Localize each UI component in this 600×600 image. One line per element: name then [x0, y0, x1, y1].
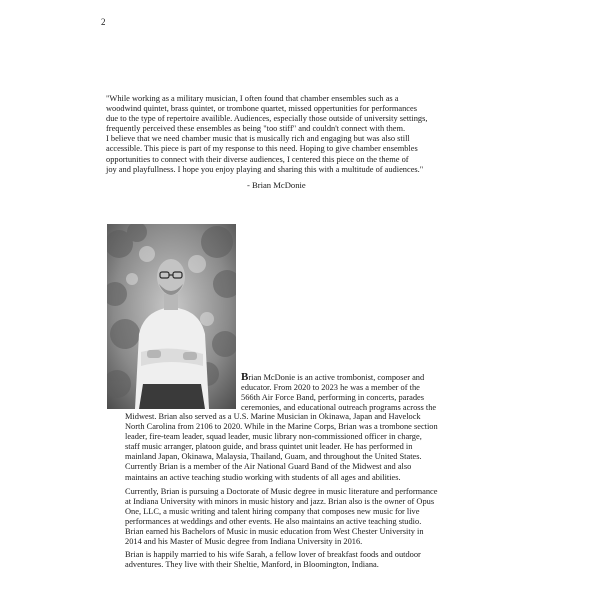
dropcap-letter: B: [241, 371, 249, 383]
composer-quote: "While working as a military musician, I often found that chamber ensembles such as a woodwind quintet, brass quintet, or trombone quartet, missed oppertunities for performances due to the type of repertoire availible. Audiences, especially those outside of university settings, frequently perceived these ensembles as being "too stiff" and couldn't connect with them. I believe that we need chamber music that is musically rich and engaging but was also still accessible. This piece is part of my response to this need. Hoping to give chamber ensembles opportunities to connect with their diverse audiences, I centered this piece on the theme of joy and playfullness. I hope you enjoy playing and sharing this with a multitude of audiences.": [106, 94, 428, 174]
quote-attribution: - Brian McDonie: [247, 180, 306, 190]
bio-paragraph-1: Midwest. Brian also served as a U.S. Marine Musician in Okinawa, Japan and Havelock North Carolina from 2106 to 2020. While in the Marine Corps, Brian was a trombone section leader, fire-team leader, squad leader, music library non-commissioned officer in charge, staff music arranger, platoon guide, and brass quintet unit leader. He has performed in mainland Japan, Okinawa, Malaysia, Thailand, Guam, and throughout the United States. Currently Brian is a member of the Air National Guard Band of the Midwest and also maintains an active teaching studio working with students of all ages and abilities.: [125, 412, 438, 482]
bio-intro: [241, 372, 471, 413]
bio-intro-text: rian McDonie is an active trombonist, composer and educator. From 2020 to 2023 he was a member of the 566th Air Force Band, performing in concerts, parades ceremonies, and educational outreach programs across the: [241, 373, 437, 413]
portrait-image: [107, 224, 236, 409]
page-number: 2: [101, 17, 106, 27]
bio-paragraph-2: Currently, Brian is pursuing a Doctorate of Music degree in music literature and performance at Indiana University with minors in music history and jazz. Brian also is the owner of Opus One, LLC, a music writing and talent hiring company that composes new music for live performances at weddings and other events. He also maintains an active teaching studio. Brian earned his Bachelors of Music in music education from West Chester University in 2014 and his Master of Music degree from Indiana University in 2016.: [125, 487, 438, 547]
bio-paragraph-3: Brian is happily married to his wife Sarah, a fellow lover of breakfast foods and outdoor adventures. They live with their Sheltie, Manford, in Bloomington, Indiana.: [125, 550, 421, 570]
composer-photo: [107, 224, 236, 409]
